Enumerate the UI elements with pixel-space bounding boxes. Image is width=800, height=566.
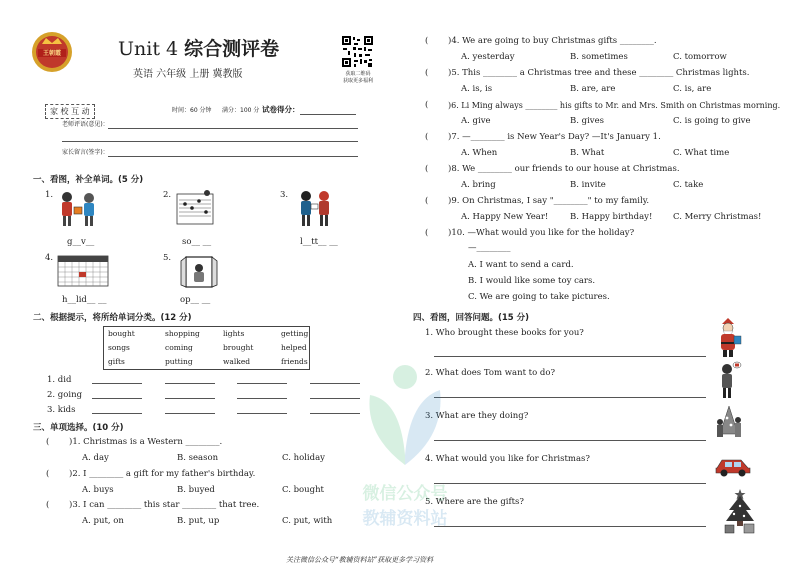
s2-row2-blank[interactable] (92, 398, 142, 399)
santa-with-books-icon (714, 318, 742, 358)
watermark (330, 355, 480, 545)
answer-paren[interactable]: ( (46, 469, 50, 479)
s4-question: 3. What are they doing? (425, 411, 529, 421)
mc-question: )5. This ________ a Christmas tree and these ________ Christmas lights. (448, 68, 750, 78)
s4-question: 1. Who brought these books for you? (425, 328, 584, 338)
title-unit: Unit 4 (118, 38, 179, 60)
qr-caption-2: 获取更多福利 (342, 78, 373, 84)
word-cell: songs (108, 343, 130, 352)
parent-comment-line[interactable] (108, 156, 358, 157)
word-cell: getting (281, 329, 309, 338)
word-cell: brought (223, 343, 254, 352)
mc-option-a[interactable]: A. bring (461, 180, 496, 190)
mc-option-a[interactable]: A. yesterday (461, 52, 515, 62)
s2-row3-blank[interactable] (92, 413, 142, 414)
title-cn: 综合测评卷 (184, 38, 280, 60)
mc-option-b[interactable]: B. sometimes (570, 52, 628, 62)
mc-option-c[interactable]: C. take (673, 180, 704, 190)
mc-question: )9. On Christmas, I say "________" to my family. (448, 196, 650, 206)
mc-option-b[interactable]: B. put, up (177, 516, 220, 526)
time-label: 时间：60 分钟 (172, 107, 212, 114)
mc-option-b[interactable]: B. Happy birthday! (570, 212, 653, 222)
score-line[interactable] (300, 114, 356, 115)
s2-row3-blank[interactable] (237, 413, 287, 414)
word-cell: putting (165, 357, 193, 366)
section2-title: 二、根据提示，将所给单词分类。(12 分) (33, 313, 192, 323)
full-score-label: 满分：100 分 (222, 107, 260, 114)
mc-option-a[interactable]: A. put, on (82, 516, 124, 526)
mc-option-c[interactable]: C. bought (282, 485, 324, 495)
s1-item3-num: 3. (280, 190, 289, 200)
mc-option-c[interactable]: C. is going to give (673, 116, 751, 126)
s1-item2-num: 2. (163, 190, 172, 200)
mc-option-b[interactable]: B. gives (570, 116, 605, 126)
mc-question: )6. Li Ming always ________ his gifts to Mr. and Mrs. Smith on Christmas morning. (448, 101, 781, 110)
boy-with-letter-icon (292, 188, 338, 228)
mc-question: )7. —________ is New Year's Day? —It's January 1. (448, 132, 661, 142)
mc-option-b[interactable]: B. season (177, 453, 219, 463)
s2-row2-blank[interactable] (165, 398, 215, 399)
s2-row1-blank[interactable] (165, 383, 215, 384)
parent-comment-label: 家长留言(签字)： (62, 149, 109, 156)
section4-title: 四、看图，回答问题。(15 分) (413, 313, 530, 323)
s1-item1-blank[interactable]: g__v__ (67, 237, 95, 247)
qr-code-icon (341, 35, 374, 68)
qr-caption-1: 获取二维码 (345, 71, 371, 77)
word-cell: friends (281, 357, 308, 366)
section3-title: 三、单项选择。(10 分) (33, 423, 124, 433)
mc-option-a[interactable]: A. is, is (461, 84, 493, 94)
teacher-comment-label: 老师评语(意见)： (62, 121, 109, 128)
watermark-leaf-icon (330, 355, 480, 475)
answer-paren[interactable]: ( (425, 68, 429, 78)
s2-row1-label: 1. did (47, 375, 72, 385)
s4-question: 2. What does Tom want to do? (425, 368, 556, 378)
mc-option-c[interactable]: C. put, with (282, 516, 333, 526)
mc-option-b[interactable]: B. I would like some toy cars. (468, 276, 596, 286)
s1-item1-num: 1. (45, 190, 54, 200)
mc-option-c[interactable]: C. We are going to take pictures. (468, 292, 610, 302)
word-cell: bought (108, 329, 135, 338)
answer-paren[interactable]: ( (425, 100, 429, 110)
word-cell: shopping (165, 329, 200, 338)
mc-option-a[interactable]: A. I want to send a card. (468, 260, 574, 270)
answer-paren[interactable]: ( (425, 228, 429, 238)
mc-question: )1. Christmas is a Western ________. (69, 437, 223, 447)
watermark-text-2: 教辅资料站 (362, 509, 448, 529)
mc-question: )10. —What would you like for the holiday? (448, 228, 635, 238)
mc-option-a[interactable]: A. day (82, 453, 109, 463)
eval-label: 家 校 互 动 (45, 104, 95, 119)
mc-q10-dash: —________ (468, 243, 511, 253)
answer-paren[interactable]: ( (46, 437, 50, 447)
logo (30, 30, 74, 74)
s1-item4-num: 4. (45, 253, 54, 263)
s4-question: 5. Where are the gifts? (425, 497, 524, 507)
s2-row2-label: 2. going (47, 390, 83, 400)
footer-note: 关注微信公众号“教辅资料站”获取更多学习资料 (286, 556, 434, 564)
answer-paren[interactable]: ( (425, 196, 429, 206)
mc-option-a[interactable]: A. When (461, 148, 498, 158)
s1-item5-blank[interactable]: op__ __ (180, 295, 211, 305)
s2-row1-blank[interactable] (92, 383, 142, 384)
mc-option-b[interactable]: B. invite (570, 180, 606, 190)
word-cell: lights (223, 329, 245, 338)
mc-question: )3. I can ________ this star ________ that tree. (69, 500, 260, 510)
qr-code (341, 35, 374, 68)
logo-text: 王朝霞 (42, 50, 61, 57)
toy-car-icon (714, 454, 752, 478)
watermark-text-1: 微信公众号 (362, 484, 448, 504)
s2-row3-blank[interactable] (165, 413, 215, 414)
boy-thinking-icon (716, 360, 742, 400)
teacher-comment-line[interactable] (108, 128, 358, 129)
word-cell: walked (223, 357, 251, 366)
mc-option-b[interactable]: B. buyed (177, 485, 215, 495)
two-kids-gift-icon (55, 190, 101, 228)
s2-row3-label: 3. kids (47, 405, 76, 415)
s1-item5-num: 5. (163, 253, 172, 263)
calendar-icon (57, 255, 109, 287)
mc-option-c[interactable]: C. Merry Christmas! (673, 212, 762, 222)
word-cell: gifts (108, 357, 125, 366)
section1-title: 一、看图，补全单词。(5 分) (33, 175, 144, 185)
mc-option-b[interactable]: B. What (570, 148, 605, 158)
mc-option-a[interactable]: A. Happy New Year! (461, 212, 549, 222)
mc-option-a[interactable]: A. buys (82, 485, 114, 495)
word-cell: coming (165, 343, 193, 352)
mc-question: )4. We are going to buy Christmas gifts ________. (448, 36, 657, 46)
music-sheet-icon (175, 188, 215, 228)
s4-question: 4. What would you like for Christmas? (425, 454, 590, 464)
answer-paren[interactable]: ( (425, 164, 429, 174)
subtitle: 英语 六年级 上册 冀教版 (133, 69, 243, 80)
s2-row2-blank[interactable] (237, 398, 287, 399)
mc-option-c[interactable]: C. tomorrow (673, 52, 727, 62)
mc-option-c[interactable]: C. holiday (282, 453, 325, 463)
mc-question: )2. I ________ a gift for my father's birthday. (69, 469, 256, 479)
answer-paren[interactable]: ( (425, 132, 429, 142)
answer-paren[interactable]: ( (425, 36, 429, 46)
mc-option-c[interactable]: C. What time (673, 148, 730, 158)
mc-option-c[interactable]: C. is, are (673, 84, 712, 94)
teacher-comment-line-2[interactable] (62, 141, 358, 142)
score-label: 试卷得分： (262, 105, 300, 114)
mc-question: )8. We ________ our friends to our house at Christmas. (448, 164, 680, 174)
page-title (118, 34, 279, 61)
mc-option-a[interactable]: A. give (461, 116, 491, 126)
answer-paren[interactable]: ( (46, 500, 50, 510)
word-cell: helped (281, 343, 307, 352)
mc-option-b[interactable]: B. are, are (570, 84, 616, 94)
s1-item2-blank[interactable]: so__ __ (182, 237, 212, 247)
christmas-tree-gifts-icon (722, 488, 758, 534)
s1-item3-blank[interactable]: l__tt__ __ (300, 237, 338, 247)
open-window-icon (180, 255, 218, 289)
family-decorating-icon (714, 404, 744, 440)
s2-row1-blank[interactable] (237, 383, 287, 384)
s1-item4-blank[interactable]: h__lid__ __ (62, 295, 107, 305)
